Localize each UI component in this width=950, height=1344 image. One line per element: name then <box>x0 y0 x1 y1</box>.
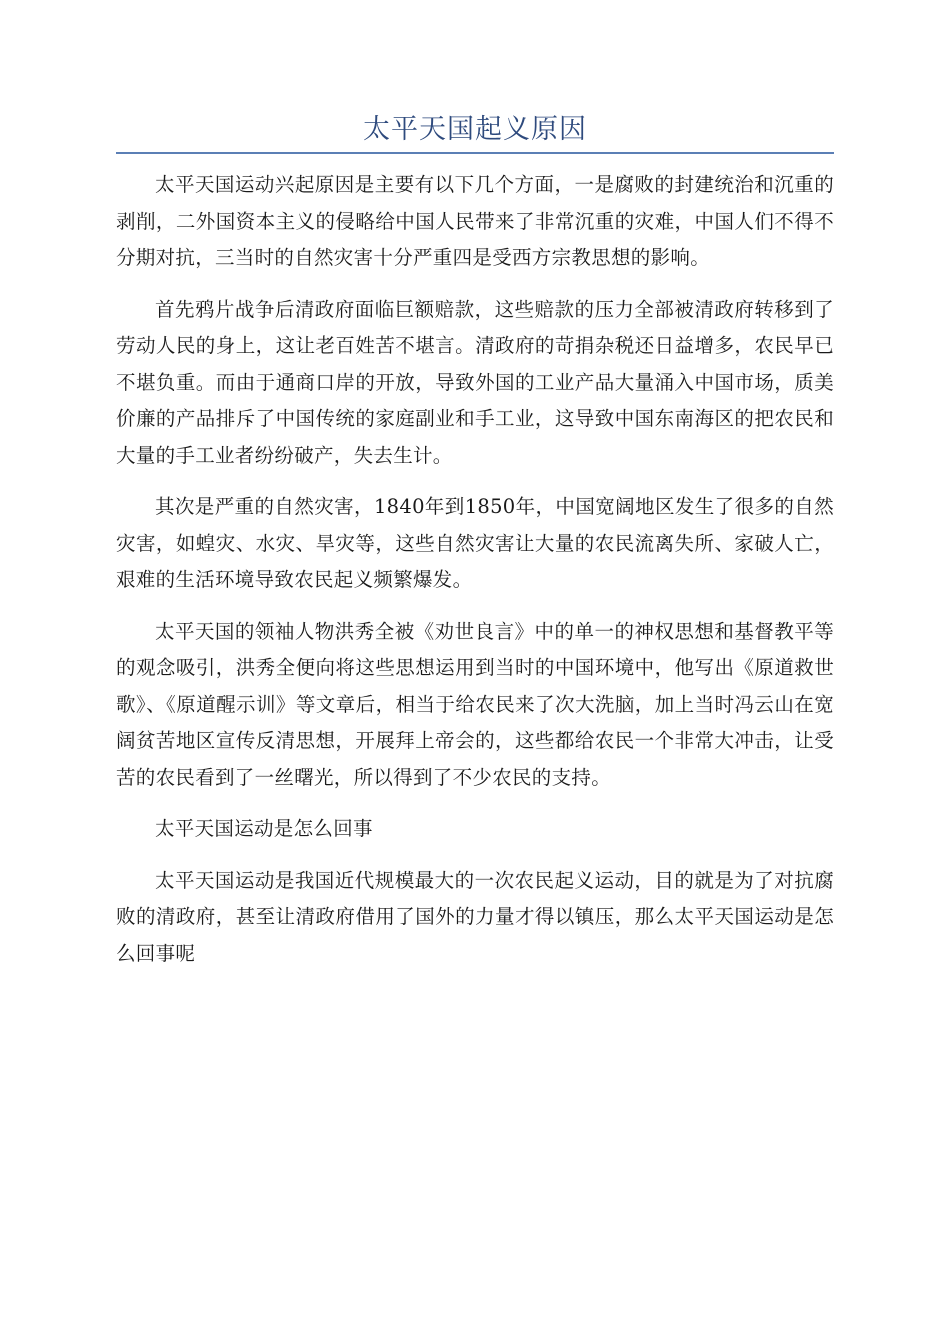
paragraph-subheading: 太平天国运动是怎么回事 <box>155 817 373 840</box>
document-page <box>116 108 834 987</box>
paragraph-natural-disasters: 其次是严重的自然灾害，1840年到1850年，中国宽阔地区发生了很多的自然灾害，如蝗灾、水灾、旱灾等，这些自然灾害让大量的农民流离失所、家破人亡，艰难的生活环境导致农民起义频繁爆发。 <box>116 495 834 591</box>
paragraph-religious-influence: 太平天国的领袖人物洪秀全被《劝世良言》中的单一的神权思想和基督教平等的观念吸引，洪秀全便向将这些思想运用到当时的中国环境中，他写出《原道救世歌》、《原道醒示训》等文章后，相当于给农民来了次大洗脑，加上当时冯云山在宽阔贫苦地区宣传反清思想，开展拜上帝会的，这些都给农民一个非常大冲击，让受苦的农民看到了一丝曙光，所以得到了不少农民的支持。 <box>116 619 834 789</box>
title-underline <box>116 152 834 154</box>
paragraph-causes-overview: 太平天国运动兴起原因是主要有以下几个方面，一是腐败的封建统治和沉重的剥削，二外国资本主义的侵略给中国人民带来了非常沉重的灾难，中国人们不得不分期对抗，三当时的自然灾害十分严重四是受西方宗教思想的影响。 <box>116 173 834 269</box>
paragraph-indemnity-and-trade: 首先鸦片战争后清政府面临巨额赔款，这些赔款的压力全部被清政府转移到了劳动人民的身上，这让老百姓苦不堪言。清政府的苛捐杂税还日益增多，农民早已不堪负重。而由于通商口岸的开放，导致外国的工业产品大量涌入中国市场，质美价廉的产品排斥了中国传统的家庭副业和手工业，这导致中国东南海区的把农民和大量的手工业者纷纷破产，失去生计。 <box>116 297 834 467</box>
document-title: 太平天国起义原因 <box>363 114 587 145</box>
paragraph-movement-intro: 太平天国运动是我国近代规模最大的一次农民起义运动，目的就是为了对抗腐败的清政府，甚至让清政府借用了国外的力量才得以镇压，那么太平天国运动是怎么回事呢 <box>116 868 834 965</box>
